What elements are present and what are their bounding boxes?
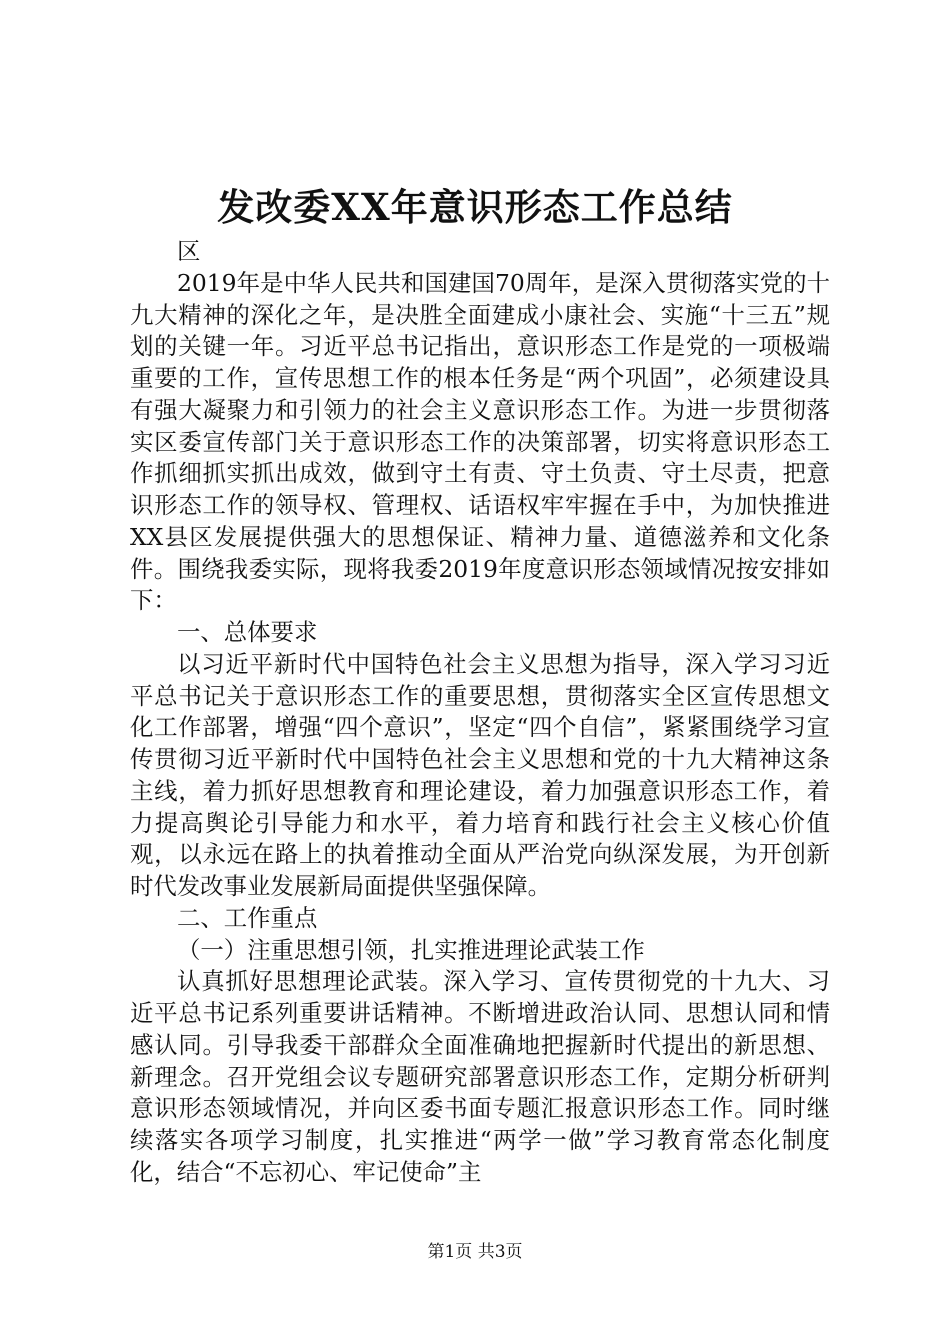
subsection-heading-thought-guidance: （一）注重思想引领，扎实推进理论武装工作: [177, 935, 645, 964]
paragraph-intro: 2019年是中华人民共和国建国70周年，是深入贯彻落实党的十九大精神的深化之年，是决胜全面建成小康社会、实施“十三五”规划的关键一年。习近平总书记指出，意识形态工作是党的一项极端重要的工作，宣传思想工作的根本任务是“两个巩固”，必须建设具有强大凝聚力和引领力的社会主义意识形态工作。为进一步贯彻落实区委宣传部门关于意识形态工作的决策部署，切实将意识形态工作抓细抓实抓出成效，做到守土有责、守土负责、守土尽责，把意识形态工作的领导权、管理权、话语权牢牢握在手中，为加快推进XX县区发展提供强大的思想保证、精神力量、道德滋养和文化条件。围绕我委实际，现将我委2019年度意识形态领域情况按安排如下：: [130, 268, 830, 615]
paragraph-overall-requirements: 以习近平新时代中国特色社会主义思想为指导，深入学习习近平总书记关于意识形态工作的重要思想，贯彻落实全区宣传思想文化工作部署，增强“四个意识”，坚定“四个自信”，紧紧围绕学习宣传贯彻习近平新时代中国特色社会主义思想和党的十九大精神这条主线，着力抓好思想教育和理论建设，着力加强意识形态工作，着力提高舆论引导能力和水平，着力培育和践行社会主义核心价值观，以永远在路上的执着推动全面从严治党向纵深发展，为开创新时代发改事业发展新局面提供坚强保障。: [130, 649, 830, 900]
document-title: 发改委XX年意识形态工作总结: [217, 185, 733, 229]
paragraph-theory-arming: 认真抓好思想理论武装。深入学习、宣传贯彻党的十九大、习近平总书记系列重要讲话精神。不断增进政治认同、思想认同和情感认同。引导我委干部群众全面准确地把握新时代提出的新思想、新理念。召开党组会议专题研究部署意识形态工作，定期分析研判意识形态领域情况，并向区委书面专题汇报意识形态工作。同时继续落实各项学习制度，扎实推进“两学一做”学习教育常态化制度化，结合“不忘初心、牢记使命”主: [130, 967, 830, 1186]
paragraph-district: 区: [177, 237, 201, 265]
section-heading-work-focus: 二、工作重点: [177, 903, 318, 932]
section-heading-overall-requirements: 一、总体要求: [177, 618, 318, 646]
document-body: [130, 236, 830, 1189]
page-footer: 第1页 共3页: [427, 1242, 523, 1262]
